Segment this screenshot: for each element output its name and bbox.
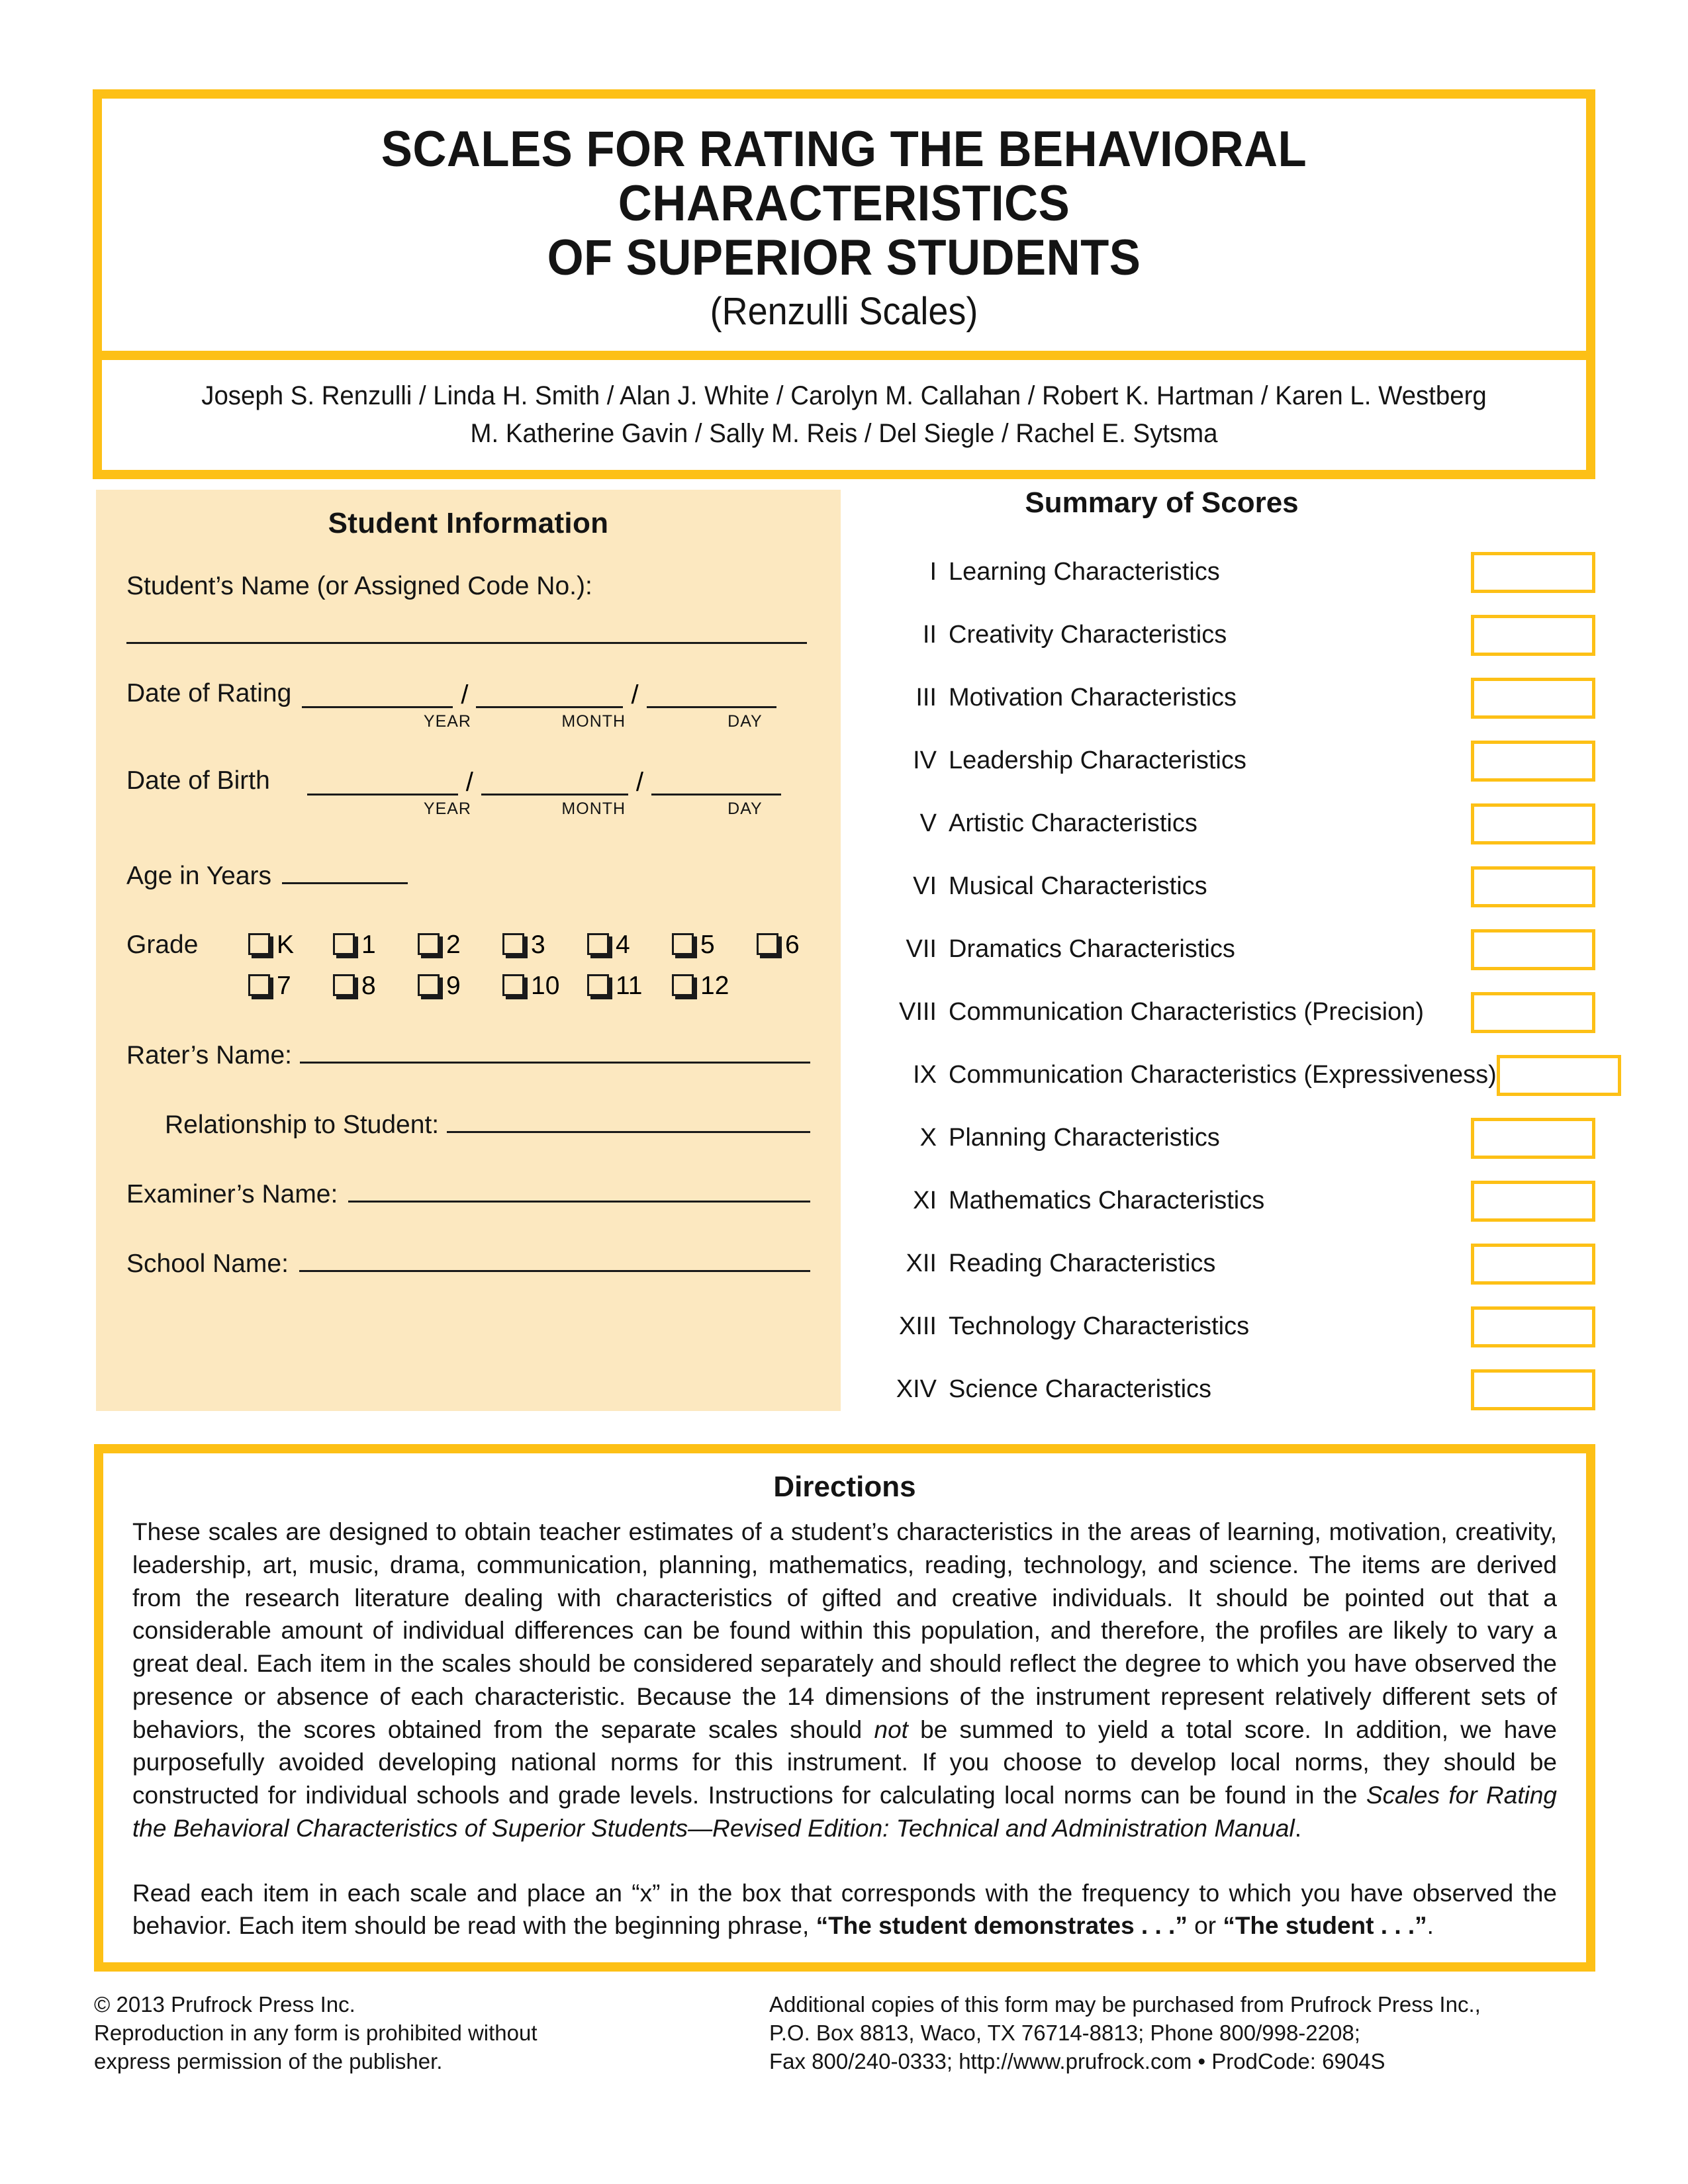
grade-row-2 <box>126 972 810 1001</box>
score-input-box[interactable] <box>1471 866 1595 907</box>
scale-numeral: XI <box>913 1187 937 1214</box>
date-of-rating-day-input[interactable] <box>647 678 776 708</box>
school-name-field <box>126 1244 810 1279</box>
grade-checkbox-6[interactable] <box>757 931 800 960</box>
examiner-name-label: Examiner’s Name: <box>126 1180 338 1208</box>
score-input-box[interactable] <box>1471 1369 1595 1410</box>
date-of-rating-field <box>126 678 810 731</box>
score-row <box>854 729 1595 792</box>
grade-option-label: 7 <box>277 972 291 1000</box>
score-input-box[interactable] <box>1471 929 1595 970</box>
birth-date-separator-1: / <box>465 768 473 797</box>
rater-name-field <box>126 1035 810 1070</box>
score-input-box[interactable] <box>1471 678 1595 719</box>
rater-name-input[interactable] <box>300 1035 810 1064</box>
grade-checkbox-1[interactable] <box>333 931 418 960</box>
score-row <box>854 918 1595 981</box>
grade-option-label: 9 <box>446 972 461 1000</box>
relationship-label: Relationship to Student: <box>165 1111 440 1139</box>
checkbox-icon[interactable] <box>502 933 524 955</box>
scale-numeral: IX <box>913 1061 937 1089</box>
checkbox-icon[interactable] <box>333 974 355 996</box>
rating-year-sublabel: YEAR <box>423 712 471 731</box>
grade-checkbox-4[interactable] <box>587 931 672 960</box>
directions2-text-b: or <box>1187 1912 1223 1940</box>
student-information-panel <box>96 490 841 1411</box>
date-separator-2: / <box>631 680 639 709</box>
grade-option-label: 11 <box>616 972 643 1000</box>
grade-option-label: 2 <box>446 931 461 959</box>
score-input-box[interactable] <box>1471 992 1595 1033</box>
scale-numeral: II <box>922 621 937 649</box>
scale-label: Mathematics Characteristics <box>949 1187 1265 1214</box>
scale-label: Communication Characteristics (Precision) <box>949 998 1424 1026</box>
score-input-box[interactable] <box>1471 1244 1595 1285</box>
date-of-birth-field <box>126 766 810 819</box>
authors-area <box>102 360 1586 470</box>
authors-line-2: M. Katherine Gavin / Sally M. Reis / Del Siegle / Rachel E. Sytsma <box>470 419 1218 449</box>
summary-of-scores-list <box>854 541 1595 1421</box>
scale-numeral: I <box>929 558 937 586</box>
examiner-name-field <box>126 1174 810 1209</box>
grade-checkbox-11[interactable] <box>587 972 672 1001</box>
scale-numeral: VI <box>913 872 937 900</box>
score-row <box>854 1044 1595 1107</box>
scale-numeral: V <box>919 809 937 837</box>
checkbox-icon[interactable] <box>587 933 609 955</box>
directions-text-a: These scales are designed to obtain teacher estimates of a student’s characteristics in the areas of learning, motivation, creativity, leadership, art, music, drama, communication, planning, mathematics, reading, technology, and science. The items are derived from the research literature dealing with characteristics of gifted and creative individuals. It should be pointed out that a considerable amount of individual differences can be found within this population, and therefore, the profiles are likely to vary a great deal. Each item in the scales should be considered separately and should reflect the degree to which you have observed the presence or absence of each characteristic. Because the 14 dimensions of the instrument represent relatively different sets of behaviors, the scores obtained from the separate scales should <box>132 1518 1557 1743</box>
purchase-info-block <box>769 1991 1481 2076</box>
scale-numeral: XIV <box>896 1375 937 1403</box>
copyright-line-2: Reproduction in any form is prohibited without <box>94 2020 538 2045</box>
score-row <box>854 1295 1595 1358</box>
directions-heading: Directions <box>773 1471 916 1503</box>
score-input-box[interactable] <box>1471 741 1595 782</box>
grade-option-label: 1 <box>361 931 376 959</box>
grade-checkbox-k[interactable] <box>248 931 333 960</box>
rating-day-sublabel: DAY <box>727 712 763 731</box>
score-row <box>854 1107 1595 1169</box>
grade-checkbox-3[interactable] <box>502 931 587 960</box>
scale-label: Motivation Characteristics <box>949 684 1237 711</box>
purchase-line-1: Additional copies of this form may be purchased from Prufrock Press Inc., <box>769 1992 1481 2017</box>
scale-numeral: VII <box>906 935 937 963</box>
directions2-bold-phrase-1: “The student demonstrates . . .” <box>816 1912 1188 1940</box>
grade-checkbox-9[interactable] <box>418 972 502 1001</box>
checkbox-icon[interactable] <box>248 933 270 955</box>
grade-field <box>126 931 810 1001</box>
student-information-heading: Student Information <box>328 507 609 539</box>
page-title-line2: OF SUPERIOR STUDENTS <box>547 230 1141 287</box>
purchase-line-3: Fax 800/240-0333; http://www.prufrock.com • ProdCode: 6904S <box>769 2048 1385 2073</box>
score-row <box>854 1169 1595 1232</box>
header-box <box>93 89 1595 479</box>
score-input-box[interactable] <box>1471 1118 1595 1159</box>
grade-label: Grade <box>126 931 199 959</box>
score-row <box>854 1232 1595 1295</box>
birth-month-sublabel: MONTH <box>561 799 626 818</box>
school-name-label: School Name: <box>126 1250 289 1278</box>
score-input-box[interactable] <box>1471 1306 1595 1347</box>
grade-checkbox-12[interactable] <box>672 972 729 1001</box>
directions-italic-manual-title: Scales for Rating the Behavioral Characteristics of Superior Students—Revised Edition: Technical and Administration Manual <box>132 1782 1557 1842</box>
authors-line-1: Joseph S. Renzulli / Linda H. Smith / Alan J. White / Carolyn M. Callahan / Robert K. Hartman / Karen L. Westberg <box>201 381 1487 411</box>
scale-label: Artistic Characteristics <box>949 809 1197 837</box>
score-row <box>854 981 1595 1044</box>
directions-italic-not: not <box>874 1715 908 1743</box>
directions-paragraph-1 <box>132 1516 1557 1845</box>
age-in-years-field <box>126 857 810 891</box>
score-row <box>854 792 1595 855</box>
checkbox-icon[interactable] <box>502 974 524 996</box>
date-of-rating-label: Date of Rating <box>126 679 292 707</box>
grade-option-label: 8 <box>361 972 376 1000</box>
date-of-birth-label: Date of Birth <box>126 766 270 795</box>
score-row <box>854 1358 1595 1421</box>
directions-text-c: . <box>1294 1814 1301 1842</box>
copyright-line-1: © 2013 Prufrock Press Inc. <box>94 1992 355 2017</box>
directions-paragraph-2 <box>132 1877 1557 1943</box>
score-row <box>854 855 1595 918</box>
grade-checkbox-5[interactable] <box>672 931 757 960</box>
checkbox-icon[interactable] <box>672 933 694 955</box>
date-of-birth-year-input[interactable] <box>307 766 458 796</box>
purchase-line-2: P.O. Box 8813, Waco, TX 76714-8813; Phone 800/998-2208; <box>769 2020 1360 2045</box>
scale-label: Leadership Characteristics <box>949 747 1246 774</box>
age-in-years-input[interactable] <box>282 857 408 884</box>
grade-option-label: 12 <box>700 972 729 1000</box>
score-input-box[interactable] <box>1497 1055 1621 1096</box>
relationship-input[interactable] <box>447 1105 810 1133</box>
score-input-box[interactable] <box>1471 803 1595 844</box>
score-row <box>854 666 1595 729</box>
directions2-bold-phrase-2: “The student . . .” <box>1223 1912 1427 1940</box>
grade-option-label: K <box>277 931 295 959</box>
scale-label: Reading Characteristics <box>949 1250 1216 1277</box>
date-of-birth-month-input[interactable] <box>481 766 628 796</box>
grade-checkbox-10[interactable] <box>502 972 587 1001</box>
copyright-block <box>94 1991 769 2076</box>
grade-checkbox-8[interactable] <box>333 972 418 1001</box>
score-input-box[interactable] <box>1471 552 1595 593</box>
score-input-box[interactable] <box>1471 615 1595 656</box>
scale-numeral: X <box>919 1124 937 1152</box>
checkbox-icon[interactable] <box>672 974 694 996</box>
scale-label: Musical Characteristics <box>949 872 1207 900</box>
scale-label: Planning Characteristics <box>949 1124 1220 1152</box>
scale-label: Science Characteristics <box>949 1375 1212 1403</box>
grade-option-label: 5 <box>700 931 715 959</box>
grade-option-label: 10 <box>531 972 560 1000</box>
score-input-box[interactable] <box>1471 1181 1595 1222</box>
directions-text-b: be summed to yield a total score. In addition, we have purposefully avoided developing national norms for this instrument. If you choose to develop local norms, they should be constructed for individual schools and grade levels. Instructions for calculating local norms can be found in the <box>132 1715 1558 1809</box>
grade-option-label: 6 <box>785 931 800 959</box>
birth-year-sublabel: YEAR <box>423 799 471 818</box>
scale-label: Learning Characteristics <box>949 558 1220 586</box>
checkbox-icon[interactable] <box>333 933 355 955</box>
scale-label: Creativity Characteristics <box>949 621 1227 649</box>
title-area <box>102 99 1586 360</box>
birth-day-sublabel: DAY <box>727 799 763 818</box>
scale-numeral: XIII <box>898 1312 937 1340</box>
directions-box <box>94 1444 1595 1972</box>
scale-label: Dramatics Characteristics <box>949 935 1235 963</box>
grade-checkbox-2[interactable] <box>418 931 502 960</box>
date-of-rating-year-input[interactable] <box>302 678 453 708</box>
examiner-name-input[interactable] <box>348 1174 810 1203</box>
checkbox-icon[interactable] <box>757 933 778 955</box>
scale-numeral: III <box>915 684 937 711</box>
grade-checkbox-7[interactable] <box>248 972 333 1001</box>
date-separator-1: / <box>461 680 469 709</box>
scale-numeral: IV <box>913 747 937 774</box>
checkbox-icon[interactable] <box>587 974 609 996</box>
grade-row-1 <box>126 931 810 960</box>
school-name-input[interactable] <box>299 1244 810 1272</box>
checkbox-icon[interactable] <box>248 974 270 996</box>
scale-numeral: XII <box>906 1250 937 1277</box>
scale-numeral: VIII <box>898 998 937 1026</box>
page-subtitle: (Renzulli Scales) <box>710 290 978 334</box>
rater-name-label: Rater’s Name: <box>126 1041 292 1069</box>
checkbox-icon[interactable] <box>418 933 440 955</box>
scale-label: Communication Characteristics (Expressiveness) <box>949 1061 1497 1089</box>
page-title-line1: SCALES FOR RATING THE BEHAVIORAL CHARACTERISTICS <box>381 121 1307 232</box>
page-footer <box>94 1991 1595 2076</box>
age-in-years-label: Age in Years <box>126 862 272 890</box>
birth-date-separator-2: / <box>635 768 644 797</box>
date-of-rating-month-input[interactable] <box>476 678 623 708</box>
checkbox-icon[interactable] <box>418 974 440 996</box>
student-name-input[interactable] <box>126 639 807 644</box>
date-of-birth-day-input[interactable] <box>651 766 781 796</box>
summary-of-scores-heading: Summary of Scores <box>1025 486 1299 519</box>
score-row <box>854 604 1595 666</box>
summary-of-scores-section <box>854 486 1595 1421</box>
score-row <box>854 541 1595 604</box>
scale-label: Technology Characteristics <box>949 1312 1250 1340</box>
student-name-label: Student’s Name (or Assigned Code No.): <box>126 572 592 600</box>
rating-month-sublabel: MONTH <box>561 712 626 731</box>
copyright-line-3: express permission of the publisher. <box>94 2048 443 2073</box>
grade-option-label: 3 <box>531 931 545 959</box>
relationship-field <box>126 1105 810 1140</box>
grade-option-label: 4 <box>616 931 630 959</box>
directions2-text-a: Read each item in each scale and place an “x” in the box that corresponds with the frequency to which you have observed the behavior. Each item should be read with the beginning phrase, <box>132 1879 1557 1940</box>
directions2-text-c: . <box>1427 1912 1434 1940</box>
